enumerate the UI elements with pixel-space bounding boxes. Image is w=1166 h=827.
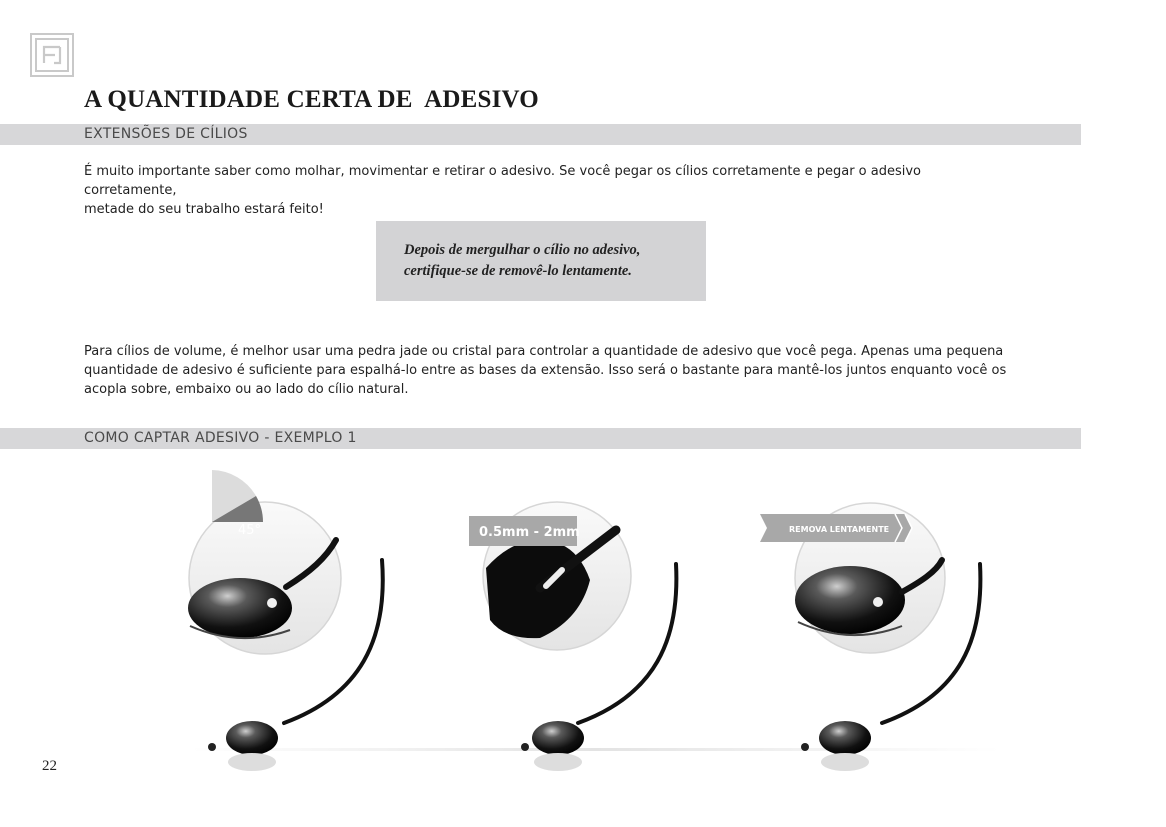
page-title: A QUANTIDADE CERTA DE ADESIVO — [84, 86, 539, 113]
step-2-group — [469, 502, 676, 771]
intro-paragraph: É muito importante saber como molhar, movimentar e retirar o adesivo. Se você pegar os cílios corretamente e pegar o adesivo corretamente, metade do seu trabalho estará feito! — [84, 164, 922, 217]
remove-slowly-badge: REMOVA LENTAMENTE — [789, 525, 890, 534]
section-band-extensions — [0, 124, 1081, 145]
step-1-group — [188, 470, 383, 771]
glue-pickup-illustration — [160, 470, 1040, 800]
page-number: 22 — [42, 758, 57, 774]
thickness-badge: 0.5mm - 2mm — [479, 525, 580, 540]
section-label-extensions: EXTENSÕES DE CÍLIOS — [84, 126, 248, 142]
volume-paragraph: Para cílios de volume, é melhor usar uma pedra jade ou cristal para controlar a quantidade de adesivo que você pega. Apenas uma pequena quantidade de adesivo é suficiente para espalhá-lo entre as bases da extensão. Isso será o bastante para mantê-los juntos enquanto você os acopla sobre, embaixo ou ao lado do cílio natural. — [84, 344, 1007, 397]
section-label-example: COMO CAPTAR ADESIVO - EXEMPLO 1 — [84, 430, 357, 446]
section-band-example — [0, 428, 1081, 449]
angle-badge: 45° — [238, 523, 262, 538]
step-3-group — [760, 503, 980, 771]
highlight-quote: Depois de mergulhar o cílio no adesivo, certifique-se de removê-lo lentamente. — [376, 221, 706, 301]
frame-monogram-logo-icon — [30, 33, 74, 77]
